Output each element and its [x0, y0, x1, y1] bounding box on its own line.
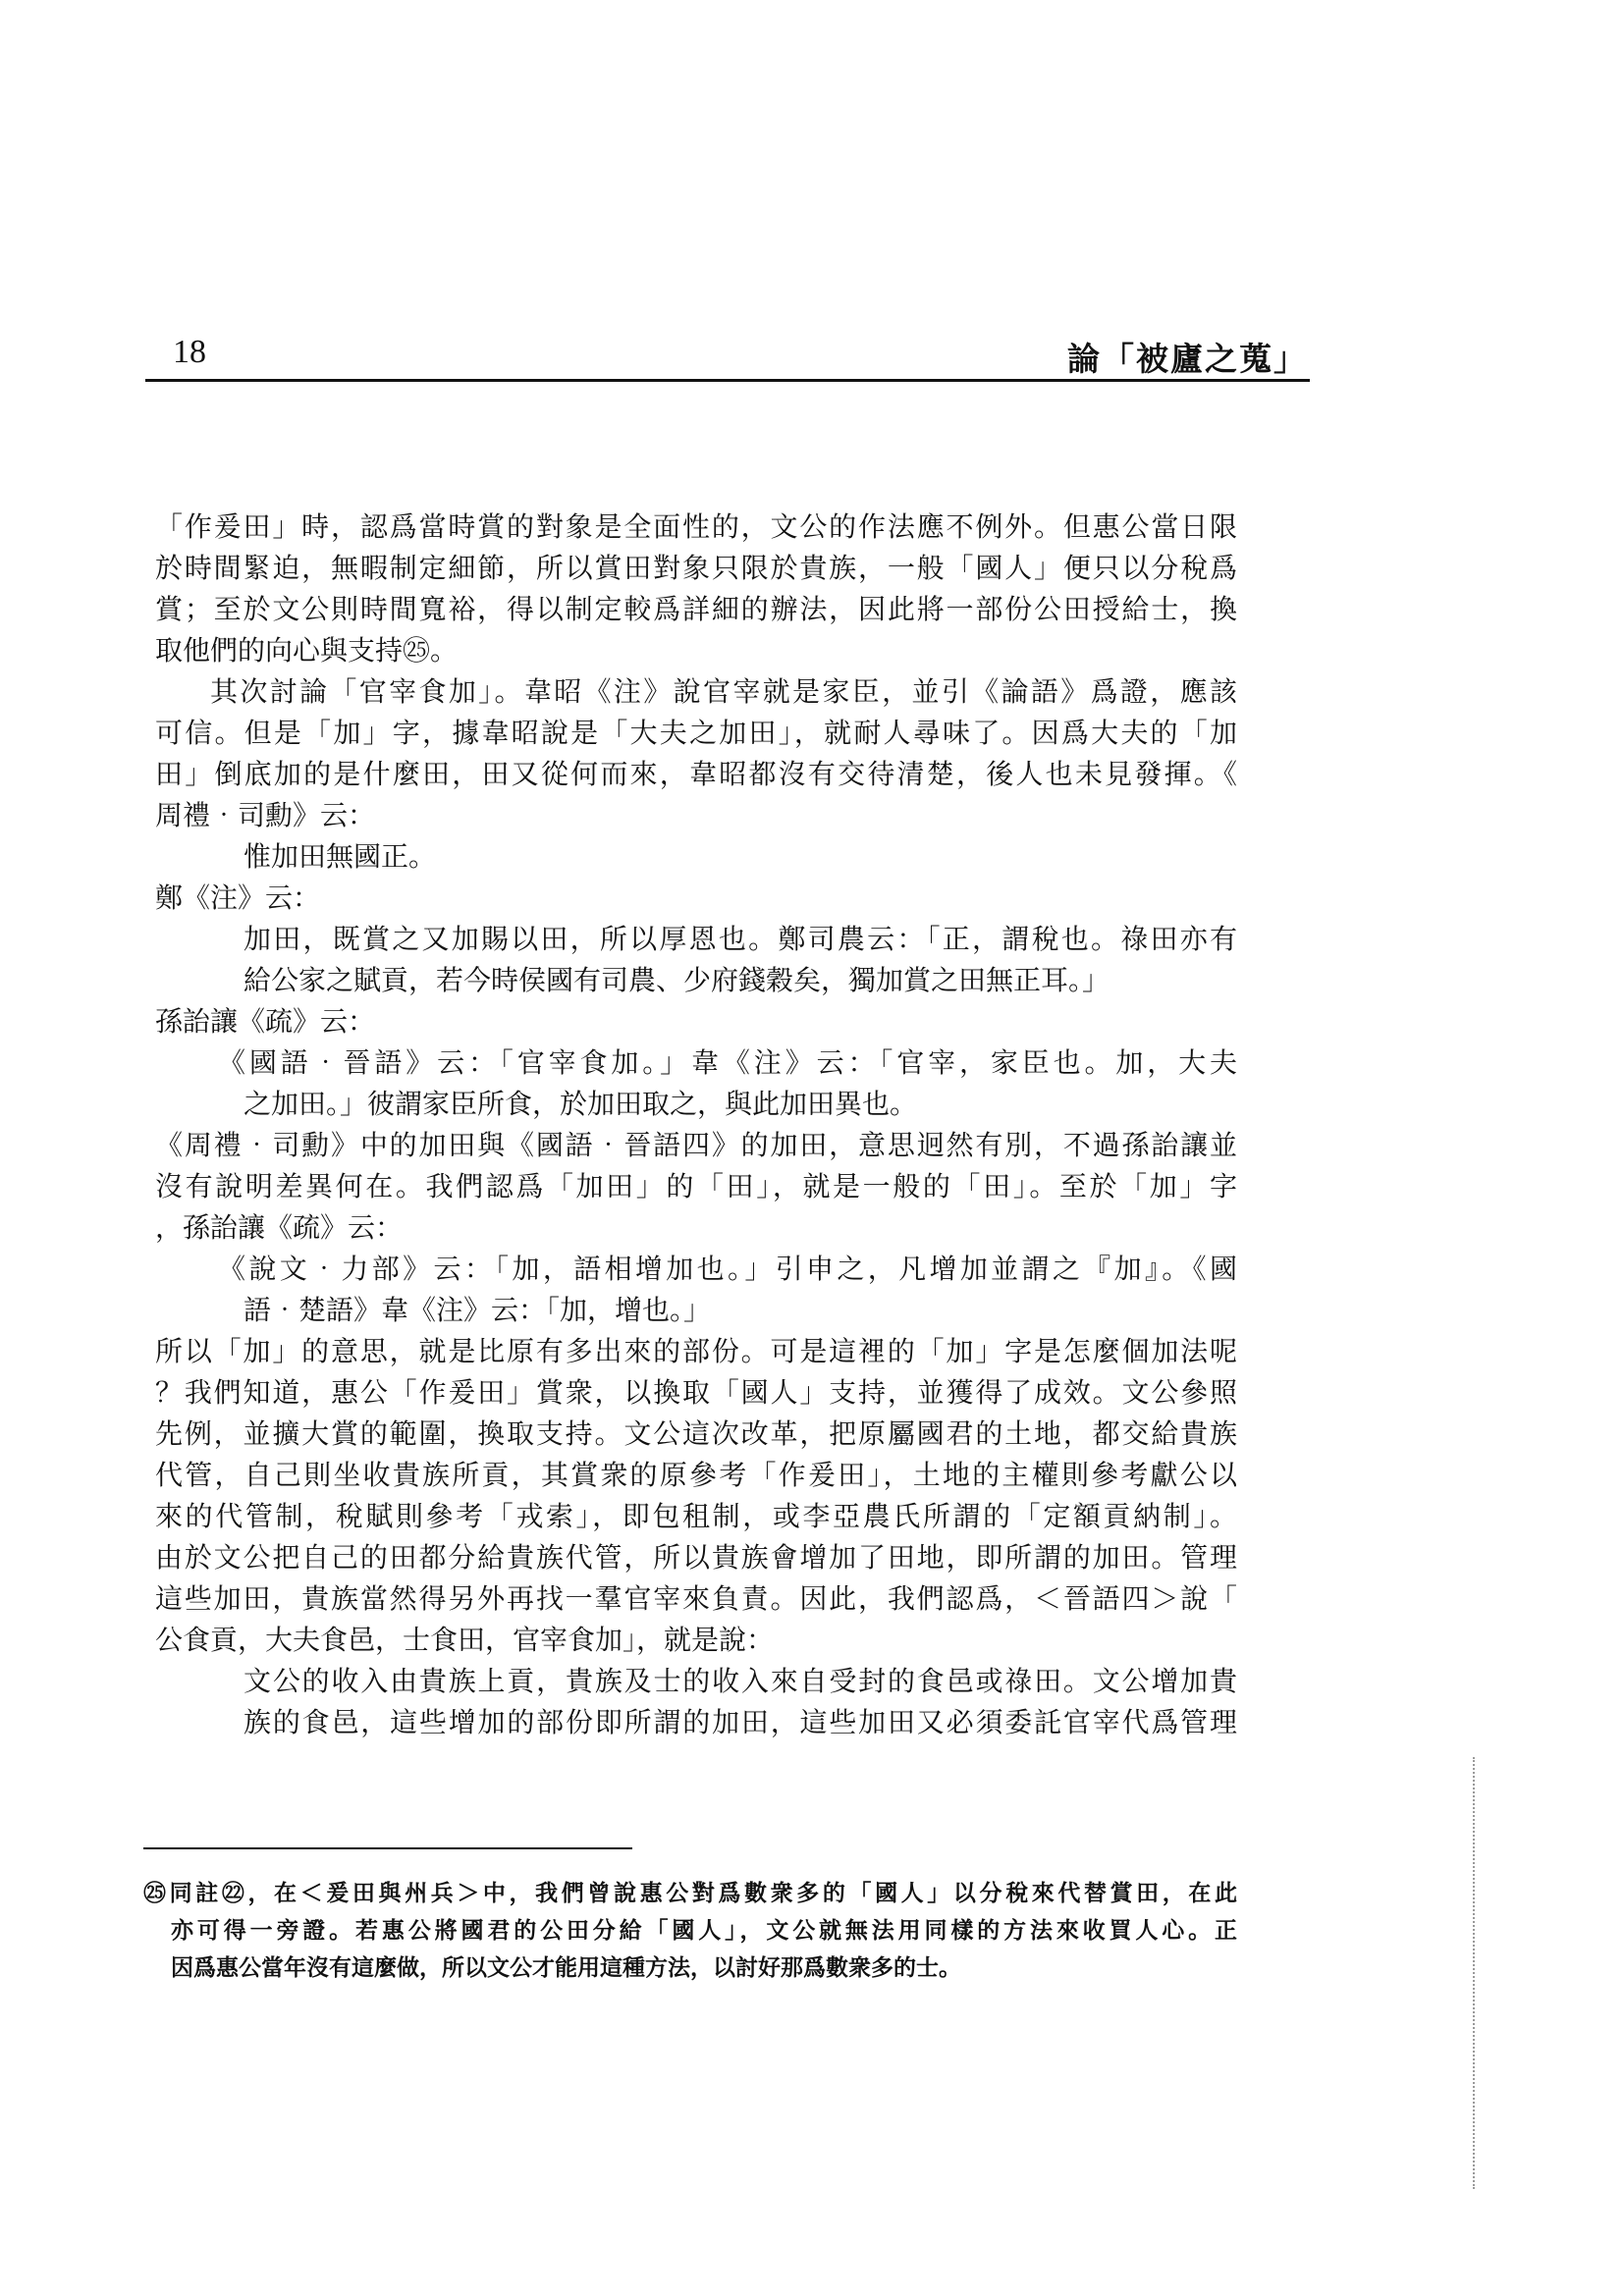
- text-line: 《周禮‧司勳》中的加田與《國語‧晉語四》的加田，意思迥然有別，不過孫詒讓並: [155, 1129, 1237, 1161]
- text-line: 這些加田，貴族當然得另外再找一羣官宰來負責。因此，我們認爲，＜晉語四＞說「: [155, 1582, 1237, 1615]
- text-line: ？我們知道，惠公「作爰田」賞衆，以換取「國人」支持，並獲得了成效。文公參照: [155, 1376, 1237, 1409]
- footnote-line: ㉕同註㉒，在＜爰田與州兵＞中，我們曾說惠公對爲數衆多的「國人」以分稅來代替賞田，在此: [143, 1880, 1237, 1906]
- body-text: [155, 507, 1237, 1743]
- text-line: 來的代管制，稅賦則參考「戎索」，即包租制，或李亞農氏所謂的「定額貢納制」。: [155, 1500, 1237, 1532]
- text-line: 可信。但是「加」字，據韋昭說是「大夫之加田」，就耐人尋味了。因爲大夫的「加: [155, 717, 1237, 749]
- block-quote-line: 《說文‧力部》云：「加，語相增加也。」引申之，凡增加並謂之『加』。《國: [218, 1253, 1237, 1285]
- block-quote-line: 族的食邑，這些增加的部份即所謂的加田，這些加田又必須委託官宰代爲管理: [244, 1706, 1237, 1738]
- text-line: ，孫詒讓《疏》云：: [155, 1211, 404, 1244]
- text-line: 其次討論「官宰食加」。韋昭《注》說官宰就是家臣，並引《論語》爲證，應該: [210, 675, 1237, 708]
- header-rule: [145, 379, 1310, 382]
- text-line: 公食貢，大夫食邑，士食田，官宰食加」，就是說：: [155, 1624, 775, 1656]
- footnote-rule: [143, 1847, 632, 1849]
- page-number: 18: [173, 334, 206, 370]
- block-quote-line: 給公家之賦貢，若今時侯國有司農、少府錢穀矣，獨加賞之田無正耳。」: [244, 964, 1110, 996]
- text-line: 所以「加」的意思，就是比原有多出來的部份。可是這裡的「加」字是怎麼個加法呢: [155, 1335, 1237, 1367]
- scan-margin-mark: [1473, 1757, 1477, 2189]
- text-line: 賞；至於文公則時間寬裕，得以制定較爲詳細的辦法，因此將一部份公田授給士，換: [155, 593, 1237, 625]
- text-line: 由於文公把自己的田都分給貴族代管，所以貴族會增加了田地，即所謂的加田。管理: [155, 1541, 1237, 1574]
- block-quote-line: 《國語‧晉語》云：「官宰食加。」韋《注》云：「官宰，家臣也。加，大夫: [218, 1046, 1237, 1079]
- footnote-line: 因爲惠公當年沒有這麼做，所以文公才能用這種方法，以討好那爲數衆多的士。: [171, 1954, 961, 1981]
- block-quote-line: 之加田。」彼謂家臣所食，於加田取之，與此加田異也。: [244, 1088, 918, 1120]
- block-quote-line: 語‧楚語》韋《注》云：「加，增也。」: [244, 1294, 712, 1326]
- text-line: 沒有說明差異何在。我們認爲「加田」的「田」，就是一般的「田」。至於「加」字: [155, 1170, 1237, 1202]
- text-line: 周禮‧司勳》云：: [155, 799, 376, 831]
- block-quote-line: 惟加田無國正。: [244, 840, 437, 873]
- text-line: 於時間緊迫，無暇制定細節，所以賞田對象只限於貴族，一般「國人」便只以分稅爲: [155, 552, 1237, 584]
- block-quote-line: 加田，既賞之又加賜以田，所以厚恩也。鄭司農云：「正，謂稅也。祿田亦有: [244, 923, 1237, 955]
- block-quote-line: 文公的收入由貴族上貢，貴族及士的收入來自受封的食邑或祿田。文公增加貴: [244, 1665, 1237, 1697]
- footnotes: [143, 1875, 1237, 1987]
- running-header-title: 論「被廬之蒐」: [1067, 340, 1308, 378]
- text-line: 先例，並擴大賞的範圍，換取支持。文公這次改革，把原屬國君的土地，都交給貴族: [155, 1417, 1237, 1450]
- text-line: 田」倒底加的是什麼田，田又從何而來，韋昭都沒有交待清楚，後人也未見發揮。《: [155, 758, 1237, 790]
- text-line: 鄭《注》云：: [155, 881, 321, 914]
- text-line: 取他們的向心與支持㉕。: [155, 634, 459, 667]
- footnote-line: 亦可得一旁證。若惠公將國君的公田分給「國人」，文公就無法用同樣的方法來收買人心。正: [171, 1917, 1237, 1944]
- text-line: 代管，自己則坐收貴族所貢，其賞衆的原參考「作爰田」，土地的主權則參考獻公以: [155, 1459, 1237, 1491]
- text-line: 「作爰田」時，認爲當時賞的對象是全面性的，文公的作法應不例外。但惠公當日限: [155, 510, 1237, 543]
- text-line: 孫詒讓《疏》云：: [155, 1005, 376, 1038]
